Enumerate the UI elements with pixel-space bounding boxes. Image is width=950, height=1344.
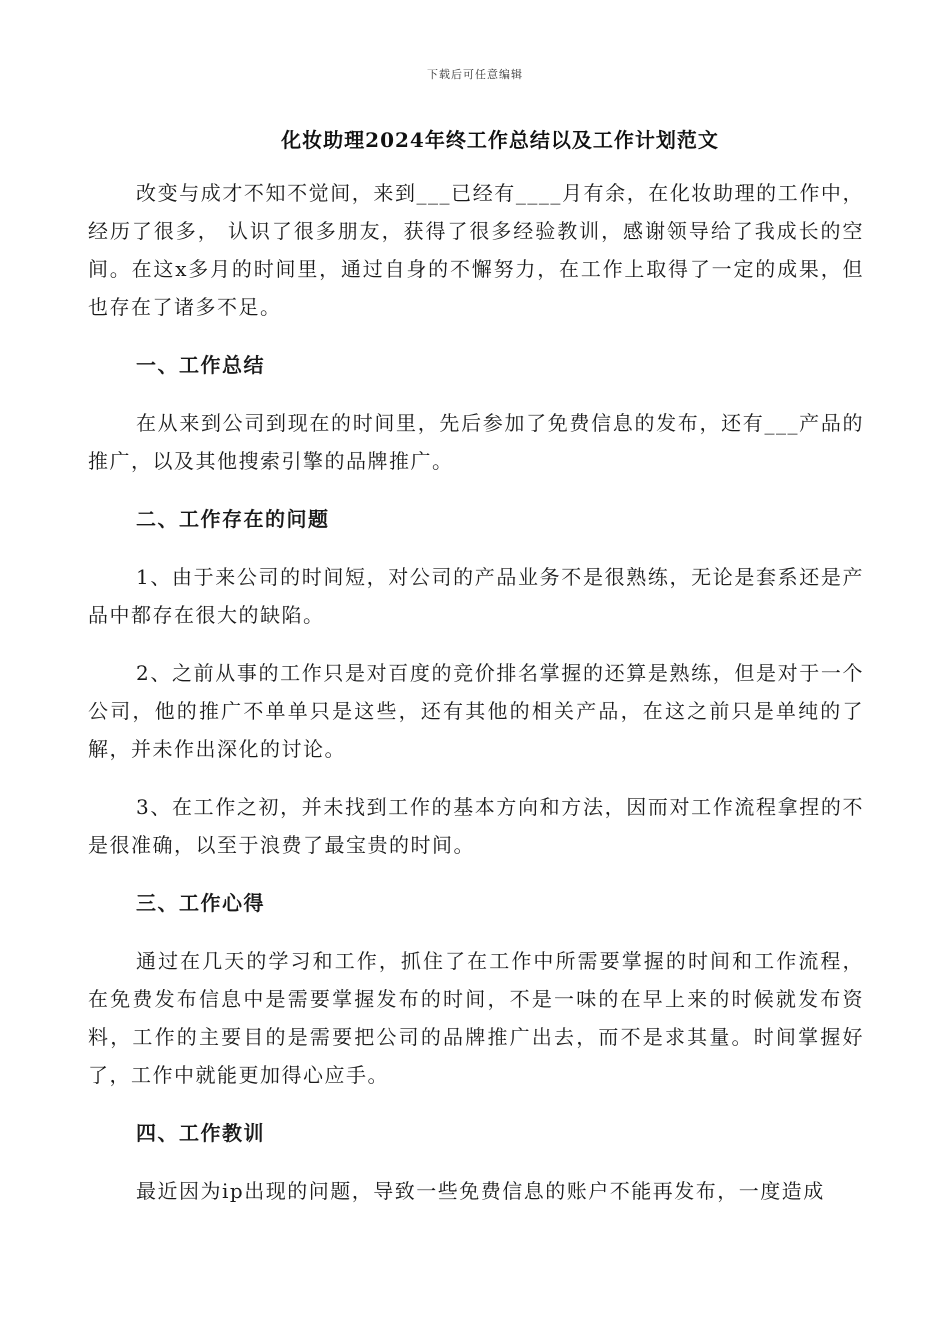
section-heading: 一、工作总结	[136, 353, 265, 377]
section-paragraph: 通过在几天的学习和工作，抓住了在工作中所需要掌握的时间和工作流程，在免费发布信息中是需要掌握发布的时间，不是一味的在早上来的时候就发布资料，工作的主要目的是需要把公司的品牌推广出去，而不是求其量。时间掌握好了，工作中就能更加得心应手。	[88, 949, 864, 1087]
intro-paragraph: 改变与成才不知不觉间，来到___已经有____月有余，在化妆助理的工作中，经历了很多， 认识了很多朋友，获得了很多经验教训，感谢领导给了我成长的空间。在这x多月的时间里，通过自身的不懈努力，在工作上取得了一定的成果，但也存在了诸多不足。	[88, 181, 864, 319]
document-title: 化妆助理2024年终工作总结以及工作计划范文	[281, 128, 719, 152]
section-work-problems	[88, 500, 864, 864]
section-paragraph: 最近因为ip出现的问题，导致一些免费信息的账户不能再发布，一度造成	[136, 1179, 825, 1203]
section-paragraph: 在从来到公司到现在的时间里，先后参加了免费信息的发布，还有___产品的推广，以及其他搜索引擎的品牌推广。	[88, 411, 864, 473]
section-heading: 四、工作教训	[136, 1121, 265, 1145]
section-heading: 二、工作存在的问题	[136, 507, 330, 531]
header-note: 下载后可任意编辑	[427, 68, 523, 81]
section-paragraph: 2、之前从事的工作只是对百度的竞价排名掌握的还算是熟练，但是对于一个公司，他的推广不单单只是这些，还有其他的相关产品，在这之前只是单纯的了解，并未作出深化的讨论。	[88, 661, 864, 761]
section-heading: 三、工作心得	[136, 891, 265, 915]
section-work-lessons	[88, 1114, 864, 1210]
section-work-summary	[88, 346, 864, 480]
document-body	[88, 174, 864, 1230]
section-paragraph: 1、由于来公司的时间短，对公司的产品业务不是很熟练，无论是套系还是产品中都存在很大的缺陷。	[88, 565, 864, 627]
section-work-insights	[88, 884, 864, 1094]
section-paragraph: 3、在工作之初，并未找到工作的基本方向和方法，因而对工作流程拿捏的不是很准确，以至于浪费了最宝贵的时间。	[88, 795, 864, 857]
